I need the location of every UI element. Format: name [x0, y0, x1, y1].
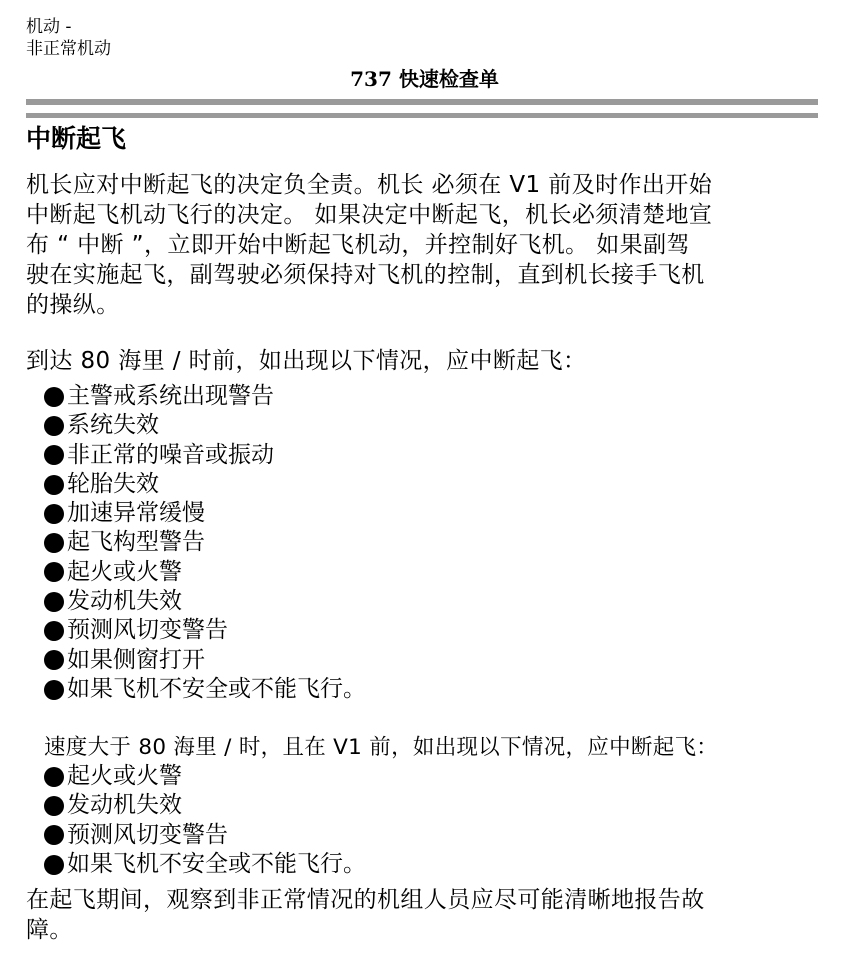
list-item-text: 预测风切变警告	[67, 617, 228, 644]
below-80-intro-text: 到达 80 海里 / 时前，如出现以下情况，应中断起飞：	[26, 348, 587, 374]
intro-line: 机长应对中断起飞的决定负全责。机长 必须在 V1 前及时作出开始	[26, 172, 713, 198]
intro-line: 布 “ 中断 ”，立即开始中断起飞机动，并控制好飞机。 如果副驾	[26, 232, 690, 258]
reporting-paragraph	[26, 885, 821, 945]
bullet-icon	[44, 416, 64, 436]
list-item-text: 系统失效	[67, 412, 159, 439]
list-item	[44, 499, 804, 528]
reporting-line: 在起飞期间，观察到非正常情况的机组人员应尽可能清晰地报告故	[26, 887, 705, 913]
section-title: 中断起飞	[26, 124, 127, 153]
list-item-text: 预测风切变警告	[67, 821, 228, 848]
list-item-text: 发动机失效	[67, 588, 182, 615]
list-item	[44, 762, 804, 791]
list-item	[44, 441, 804, 470]
list-item	[44, 821, 804, 850]
list-item	[44, 646, 804, 675]
list-item	[44, 587, 804, 616]
list-item	[44, 558, 804, 587]
bullet-icon	[44, 855, 64, 875]
list-item-text: 加速异常缓慢	[67, 500, 205, 527]
bullet-icon	[44, 562, 64, 582]
list-item-text: 非正常的噪音或振动	[67, 441, 274, 468]
list-item-text: 如果飞机不安全或不能飞行。	[67, 675, 366, 702]
below-80-conditions-list	[44, 382, 804, 704]
header-breadcrumb-line2: 非正常机动	[26, 39, 111, 59]
bullet-icon	[44, 621, 64, 641]
list-item-text: 起飞构型警告	[67, 529, 205, 556]
list-item-text: 起火或火警	[67, 763, 182, 789]
list-item-text: 如果侧窗打开	[67, 646, 205, 673]
bullet-icon	[44, 767, 64, 787]
list-item-text: 如果飞机不安全或不能飞行。	[67, 850, 366, 877]
list-item	[44, 382, 804, 411]
bullet-icon	[44, 475, 64, 495]
list-item-text: 起火或火警	[67, 558, 182, 585]
header-rule-bottom	[26, 113, 818, 118]
header-rule-top	[26, 99, 818, 105]
intro-paragraph	[26, 170, 821, 320]
list-item	[44, 528, 804, 557]
list-item-text: 发动机失效	[67, 792, 182, 819]
bullet-icon	[44, 680, 64, 700]
bullet-icon	[44, 796, 64, 816]
list-item	[44, 850, 804, 879]
list-item	[44, 470, 804, 499]
bullet-icon	[44, 533, 64, 553]
list-item	[44, 411, 804, 440]
header-breadcrumb-line1: 机动 -	[26, 17, 72, 37]
intro-line: 驶在实施起飞，副驾驶必须保持对飞机的控制，直到机长接手飞机	[26, 262, 705, 288]
bullet-icon	[44, 825, 64, 845]
reporting-line: 障。	[26, 917, 73, 943]
bullet-icon	[44, 445, 64, 465]
bullet-icon	[44, 592, 64, 612]
bullet-icon	[44, 504, 64, 524]
below-80-intro	[26, 346, 821, 376]
above-80-conditions-list	[44, 762, 804, 879]
intro-line: 中断起飞机动飞行的决定。 如果决定中断起飞，机长必须清楚地宣	[26, 202, 713, 228]
list-item	[44, 675, 804, 704]
list-item-text: 轮胎失效	[67, 470, 159, 497]
document-title: 737 快速检查单	[350, 67, 499, 91]
running-header	[26, 16, 111, 60]
list-item	[44, 791, 804, 820]
intro-line: 的操纵。	[26, 292, 120, 318]
bullet-icon	[44, 387, 64, 407]
list-item	[44, 616, 804, 645]
list-item-text: 主警戒系统出现警告	[67, 383, 274, 409]
bullet-icon	[44, 650, 64, 670]
above-80-intro: 速度大于 80 海里 / 时，且在 V1 前，如出现以下情况，应中断起飞：	[44, 735, 719, 760]
